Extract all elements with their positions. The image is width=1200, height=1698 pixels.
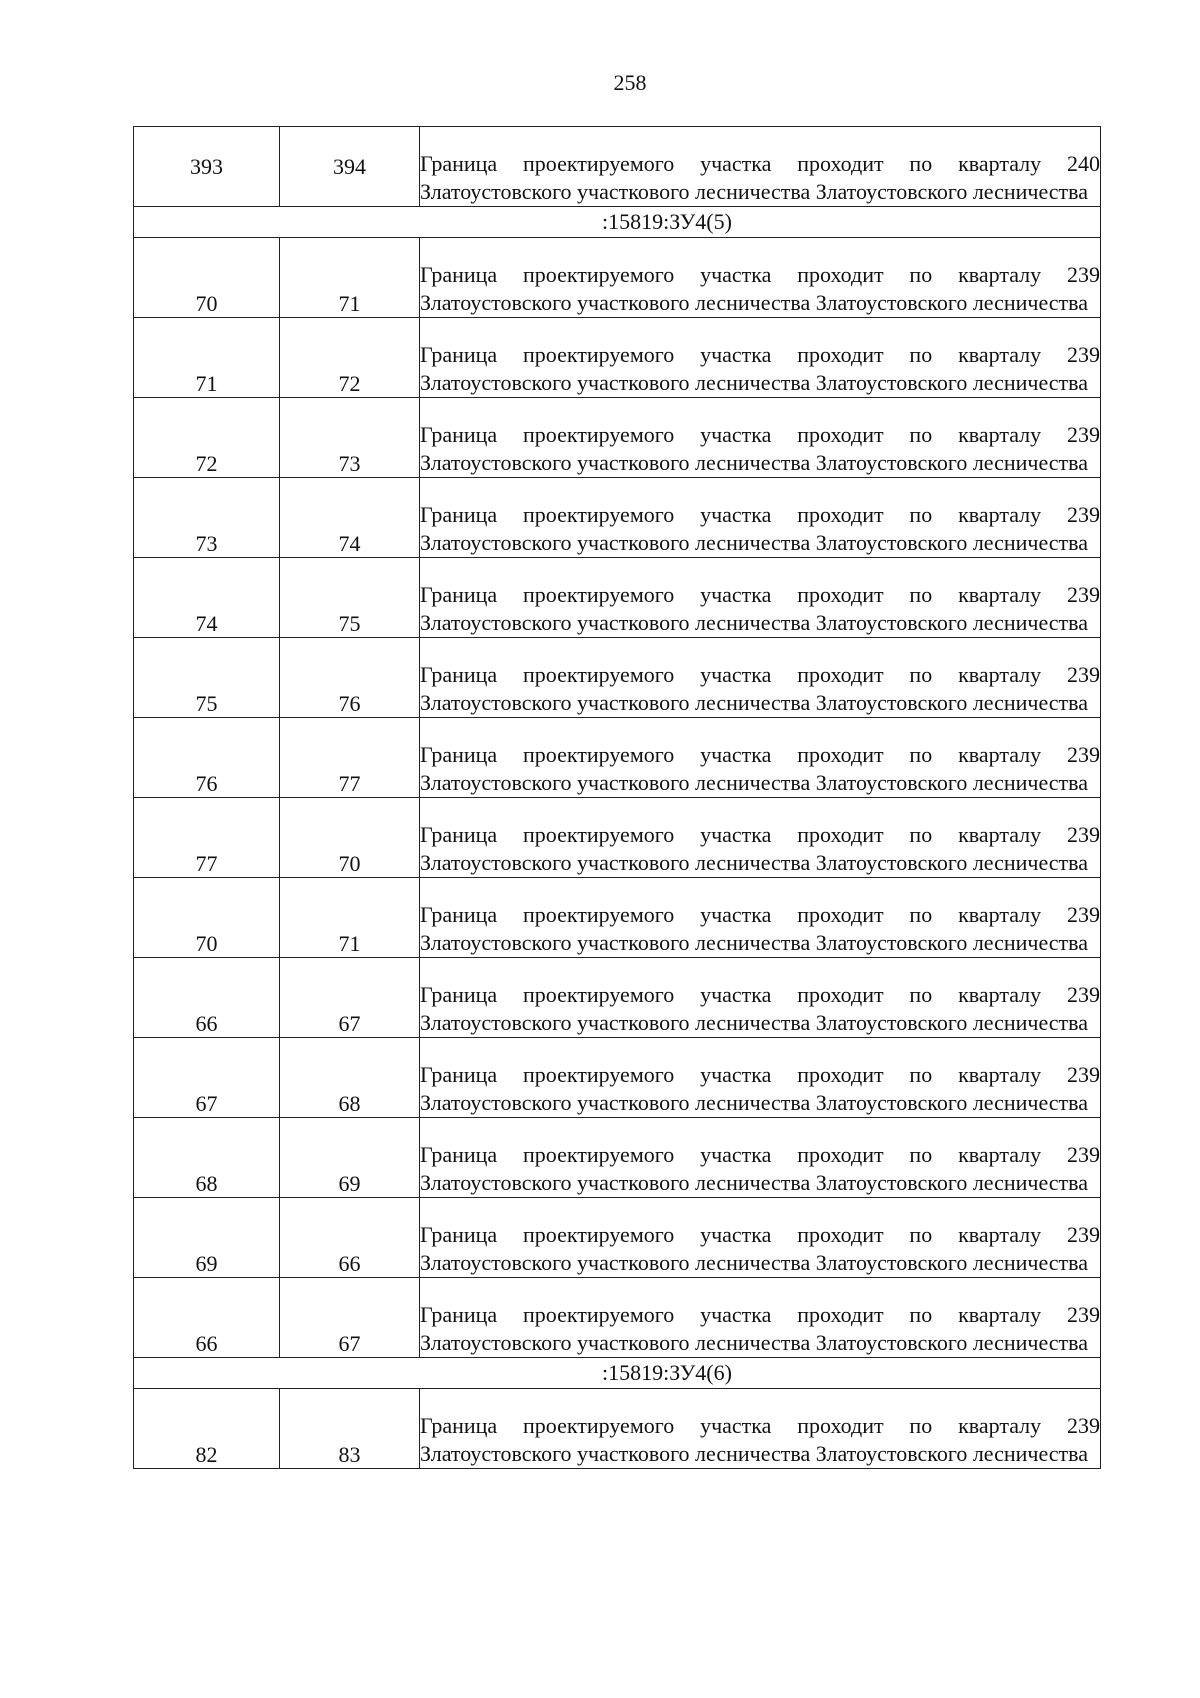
point-from-cell: 67 bbox=[134, 1038, 280, 1118]
boundary-description-cell: Граница проектируемого участка проходит по кварталу 239 Златоустовского участкового лесничества Златоустовского лесничества bbox=[420, 638, 1101, 718]
table-row bbox=[134, 1278, 1101, 1358]
boundary-description-cell: Граница проектируемого участка проходит по кварталу 239 Златоустовского участкового лесничества Златоустовского лесничества bbox=[420, 238, 1101, 318]
point-from-cell: 71 bbox=[134, 318, 280, 398]
boundary-description-cell: Граница проектируемого участка проходит по кварталу 239 Златоустовского участкового лесничества Златоустовского лесничества bbox=[420, 478, 1101, 558]
table-row bbox=[134, 238, 1101, 318]
point-to-cell: 71 bbox=[280, 878, 420, 958]
point-from-cell: 68 bbox=[134, 1118, 280, 1198]
point-from-cell: 75 bbox=[134, 638, 280, 718]
point-to-cell: 77 bbox=[280, 718, 420, 798]
section-label: :15819:ЗУ4(5) bbox=[134, 207, 1101, 238]
table-row bbox=[134, 638, 1101, 718]
point-to-cell: 73 bbox=[280, 398, 420, 478]
point-from-cell: 73 bbox=[134, 478, 280, 558]
boundary-description-cell: Граница проектируемого участка проходит по кварталу 239 Златоустовского участкового лесничества Златоустовского лесничества bbox=[420, 1038, 1101, 1118]
point-to-cell: 74 bbox=[280, 478, 420, 558]
boundary-description-cell: Граница проектируемого участка проходит по кварталу 240 Златоустовского участкового лесничества Златоустовского лесничества bbox=[420, 127, 1101, 207]
point-to-cell: 69 bbox=[280, 1118, 420, 1198]
section-header-row bbox=[134, 1358, 1101, 1389]
point-to-cell: 83 bbox=[280, 1389, 420, 1469]
table-row bbox=[134, 127, 1101, 207]
point-from-cell: 393 bbox=[134, 127, 280, 207]
point-from-cell: 66 bbox=[134, 1278, 280, 1358]
point-from-cell: 74 bbox=[134, 558, 280, 638]
table-row bbox=[134, 398, 1101, 478]
point-from-cell: 72 bbox=[134, 398, 280, 478]
table-row bbox=[134, 958, 1101, 1038]
point-to-cell: 67 bbox=[280, 1278, 420, 1358]
point-to-cell: 66 bbox=[280, 1198, 420, 1278]
table-row bbox=[134, 478, 1101, 558]
table-row bbox=[134, 1198, 1101, 1278]
point-to-cell: 68 bbox=[280, 1038, 420, 1118]
boundary-description-cell: Граница проектируемого участка проходит по кварталу 239 Златоустовского участкового лесничества Златоустовского лесничества bbox=[420, 1118, 1101, 1198]
boundary-description-cell: Граница проектируемого участка проходит по кварталу 239 Златоустовского участкового лесничества Златоустовского лесничества bbox=[420, 1278, 1101, 1358]
boundary-description-cell: Граница проектируемого участка проходит по кварталу 239 Златоустовского участкового лесничества Златоустовского лесничества bbox=[420, 558, 1101, 638]
point-from-cell: 76 bbox=[134, 718, 280, 798]
boundary-description-cell: Граница проектируемого участка проходит по кварталу 239 Златоустовского участкового лесничества Златоустовского лесничества bbox=[420, 1198, 1101, 1278]
point-to-cell: 67 bbox=[280, 958, 420, 1038]
boundary-description-cell: Граница проектируемого участка проходит по кварталу 239 Златоустовского участкового лесничества Златоустовского лесничества bbox=[420, 1389, 1101, 1469]
boundary-description-cell: Граница проектируемого участка проходит по кварталу 239 Златоустовского участкового лесничества Златоустовского лесничества bbox=[420, 398, 1101, 478]
boundary-table-body bbox=[134, 127, 1101, 1469]
table-row bbox=[134, 798, 1101, 878]
table-row bbox=[134, 1389, 1101, 1469]
boundary-description-cell: Граница проектируемого участка проходит по кварталу 239 Златоустовского участкового лесничества Златоустовского лесничества bbox=[420, 718, 1101, 798]
point-to-cell: 75 bbox=[280, 558, 420, 638]
boundary-description-cell: Граница проектируемого участка проходит по кварталу 239 Златоустовского участкового лесничества Златоустовского лесничества bbox=[420, 878, 1101, 958]
point-to-cell: 394 bbox=[280, 127, 420, 207]
boundary-description-cell: Граница проектируемого участка проходит по кварталу 239 Златоустовского участкового лесничества Златоустовского лесничества bbox=[420, 958, 1101, 1038]
point-from-cell: 69 bbox=[134, 1198, 280, 1278]
table-row bbox=[134, 1118, 1101, 1198]
point-to-cell: 71 bbox=[280, 238, 420, 318]
point-from-cell: 66 bbox=[134, 958, 280, 1038]
boundary-table bbox=[133, 126, 1101, 1469]
point-from-cell: 70 bbox=[134, 238, 280, 318]
table-row bbox=[134, 318, 1101, 398]
section-label: :15819:ЗУ4(6) bbox=[134, 1358, 1101, 1389]
point-to-cell: 76 bbox=[280, 638, 420, 718]
point-to-cell: 70 bbox=[280, 798, 420, 878]
point-from-cell: 70 bbox=[134, 878, 280, 958]
table-row bbox=[134, 1038, 1101, 1118]
point-from-cell: 77 bbox=[134, 798, 280, 878]
point-to-cell: 72 bbox=[280, 318, 420, 398]
section-header-row bbox=[134, 207, 1101, 238]
point-from-cell: 82 bbox=[134, 1389, 280, 1469]
page-number: 258 bbox=[613, 70, 647, 95]
boundary-description-cell: Граница проектируемого участка проходит по кварталу 239 Златоустовского участкового лесничества Златоустовского лесничества bbox=[420, 318, 1101, 398]
table-row bbox=[134, 718, 1101, 798]
table-row bbox=[134, 878, 1101, 958]
table-row bbox=[134, 558, 1101, 638]
boundary-description-cell: Граница проектируемого участка проходит по кварталу 239 Златоустовского участкового лесничества Златоустовского лесничества bbox=[420, 798, 1101, 878]
